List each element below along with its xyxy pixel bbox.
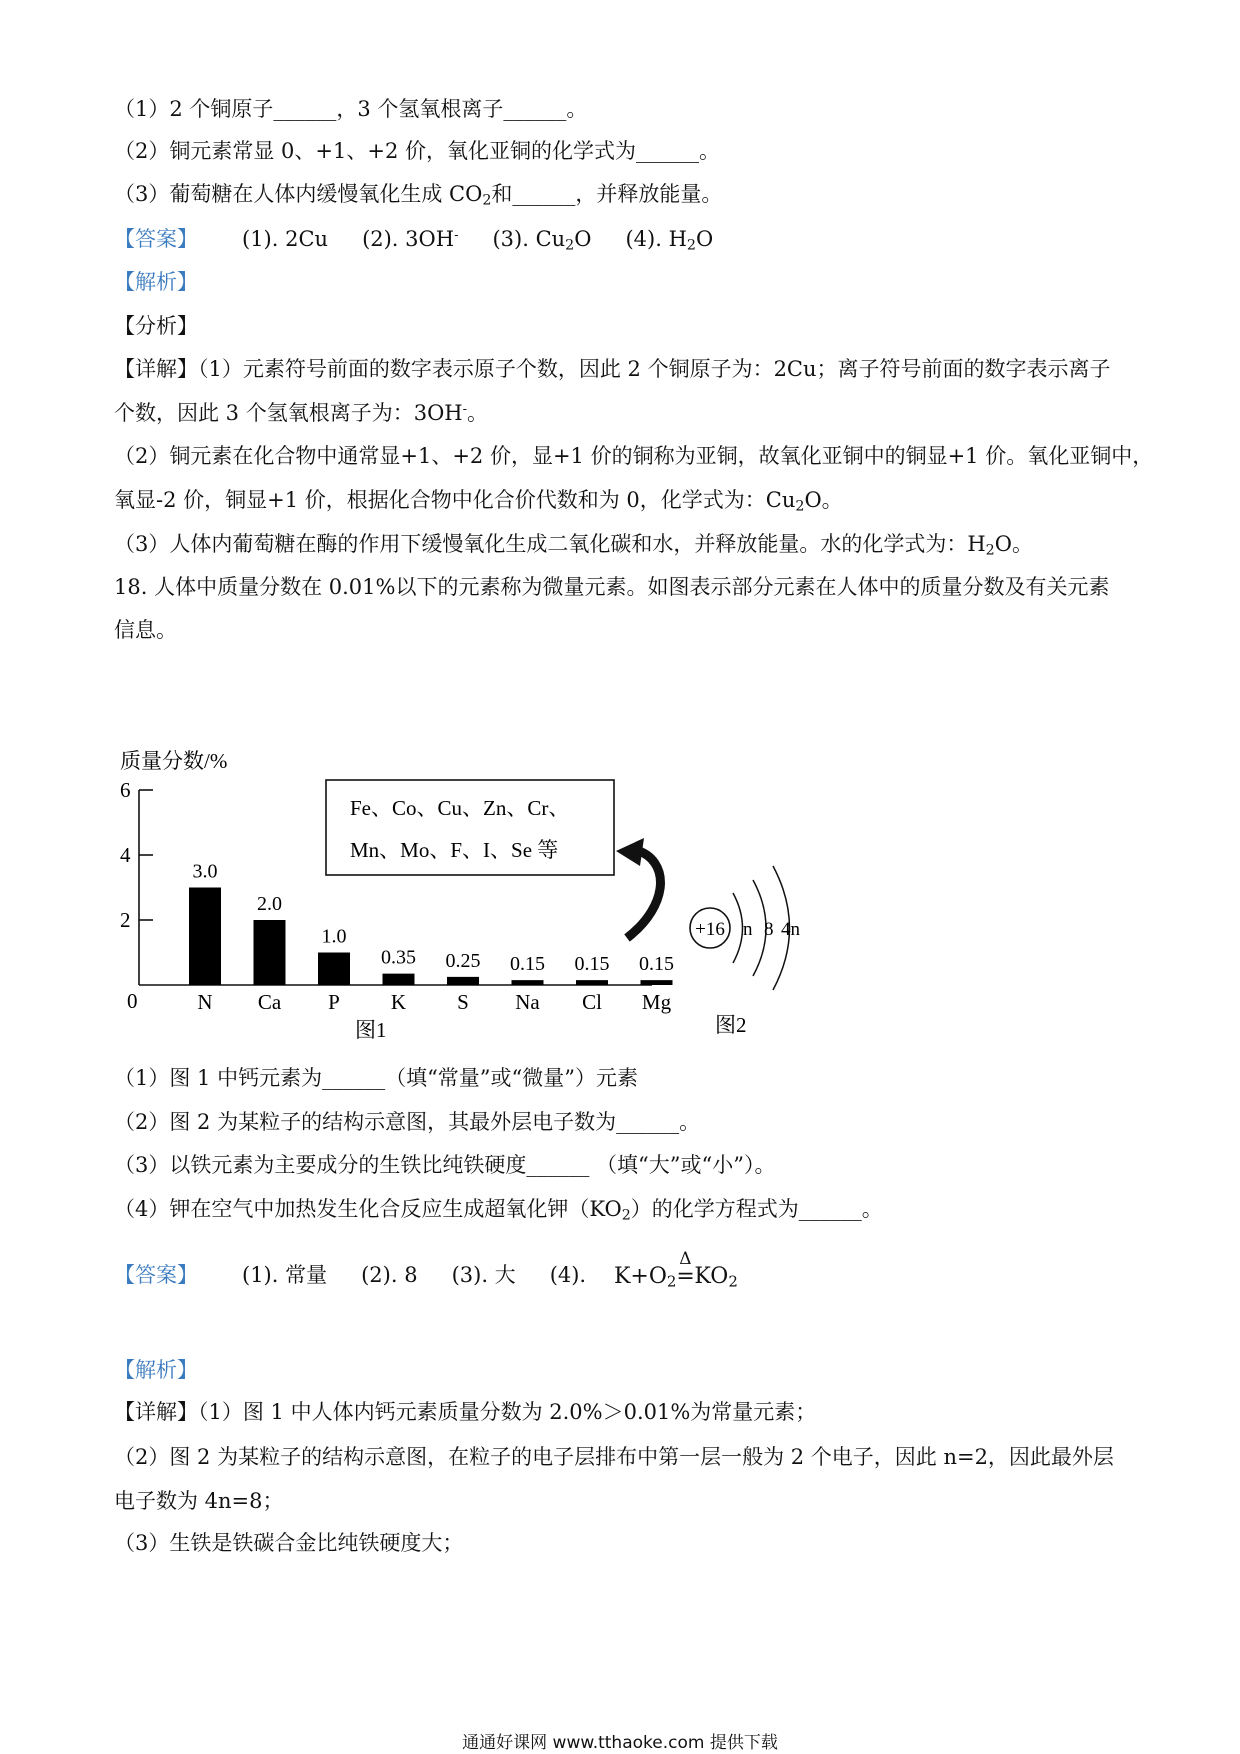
q17-part3-a: （3）葡萄糖在人体内缓慢氧化生成 CO [114,182,483,206]
answer-17-4: (4). $H_2O$ [625,227,714,254]
detail-17-2b: 氧显-2 价，铜显+1 价，根据化合物中化合价代数和为 0，化学式为：$Cu_2O$。 [114,488,843,515]
data-label: 0.25 [445,949,481,972]
bar-Ca [254,920,286,985]
shell3-electrons: 4n [781,919,800,940]
y-tick-label: 0 [127,989,138,1013]
bar-K [383,974,415,985]
nucleus-charge: +16 [695,919,725,940]
answer-tag-18: 【答案】 [114,1263,198,1287]
q17-part2: （2）铜元素常显 0、+1、+2 价，氧化亚铜的化学式为______。 [114,139,720,163]
x-tick-label: S [457,990,469,1014]
bar-Cl [576,980,608,985]
x-tick-label: K [390,990,407,1014]
data-label: 0.15 [574,953,610,976]
shell-arc-1 [733,893,743,963]
data-label: 0.35 [381,946,416,969]
answer-tag: 【答案】 [114,227,198,251]
answer-17-3: (3). $Cu_2O$ [492,227,592,254]
x-tick-label: Ca [257,990,282,1014]
atom-structure-diagram [690,866,801,1037]
bar-P [318,953,350,986]
answer-18-2: (2). 8 [361,1263,418,1287]
answer-18-1: (1). 常量 [242,1263,328,1287]
answer-17-2: (2). 3OH- [362,227,459,251]
detail-17-3: （3）人体内葡萄糖在酶的作用下缓慢氧化生成二氧化碳和水，并释放能量。水的化学式为：$H_2O$。 [114,532,1033,559]
bar-Mg [641,980,673,985]
x-tick-label: N [197,990,213,1014]
x-tick-label: P [328,990,340,1014]
trace-box-line1: Fe、Co、Cu、Zn、Cr、 [350,796,570,820]
bar-N [189,888,221,986]
detail-18-2b: 电子数为 4n=8； [114,1489,284,1513]
curved-arrow-icon [627,850,660,938]
answer-18 [114,1260,586,1290]
bar-Na [512,980,544,985]
detail-18-3: （3）生铁是铁碳合金比纯铁硬度大； [114,1531,464,1555]
detail-17-1b: 个数，因此 3 个氢氧根离子为：3OH-。 [114,401,489,425]
detail-17-1a: 【详解】（1）元素符号前面的数字表示原子个数，因此 2 个铜原子为：2Cu；离子符号前面的数字表示离子 [114,357,1111,381]
detail-18-1: 【详解】（1）图 1 中人体内钙元素质量分数为 2.0%＞0.01%为常量元素； [114,1400,817,1424]
trace-box-line2: Mn、Mo、F、I、Se 等 [350,838,559,862]
shell1-electrons: n [743,919,753,940]
detail-tag: 【详解】 [114,357,198,381]
figure1-caption: 图1 [355,1018,387,1042]
q17-part1: （1）2 个铜原子______，3 个氢氧根离子______。 [114,97,588,121]
q18-stem-b: 信息。 [114,618,177,642]
q18-part2: （2）图 2 为某粒子的结构示意图，其最外层电子数为______。 [114,1110,701,1134]
sub-2: 2 [482,192,492,209]
arrow-head-icon [616,838,644,866]
y-tick-label: 6 [120,778,131,802]
bar-S [447,977,479,985]
fenxi-tag: 【分析】 [114,314,198,338]
footer-source: 通通好课网 www.tthaoke.com 提供下载 [462,1733,778,1753]
data-label: 2.0 [257,893,282,915]
answer-17-1: (1). 2Cu [242,227,329,251]
q18-part4: （4）钾在空气中加热发生化合反应生成超氧化钾$(KO_2)$的化学方程式为______。 [114,1197,883,1224]
detail-17-2a: （2）铜元素在化合物中通常显+1、+2 价，显+1 价的铜称为亚铜，故氧化亚铜中的铜显+1 价。氧化亚铜中， [114,444,1154,468]
data-label: 0.15 [639,953,674,976]
analysis-tag: 【解析】 [114,270,198,294]
analysis-tag-18: 【解析】 [114,1358,198,1382]
q18-stem-a: 18. 人体中质量分数在 0.01%以下的元素称为微量元素。如图表示部分元素在人体中的质量分数及有关元素 [114,575,1110,599]
x-tick-label: Na [515,990,540,1014]
data-label: 0.15 [510,953,545,976]
answer-18-3: (3). 大 [451,1263,516,1287]
data-label: 1.0 [321,925,347,948]
q18-part3: （3）以铁元素为主要成分的生铁比纯铁硬度______ （填“大”或“小”）。 [114,1153,776,1177]
q17-part3-b: 和______，并释放能量。 [491,182,723,206]
figure2-caption: 图2 [715,1013,747,1037]
x-tick-label: Mg [641,990,672,1014]
data-label: 3.0 [192,860,218,883]
detail-18-2a: （2）图 2 为某粒子的结构示意图，在粒子的电子层排布中第一层一般为 2 个电子，因此 n=2，因此最外层 [114,1445,1114,1469]
chemical-equation: $K+O_2$ Δ $=KO_2$ [614,1262,738,1292]
y-axis-title: 质量分数/% [120,749,228,773]
x-tick-label: Cl [582,990,602,1014]
q18-part1: （1）图 1 中钙元素为______（填“常量”或“微量”）元素 [114,1066,639,1090]
equals-with-delta: Δ = [676,1262,694,1292]
y-tick-label: 2 [120,908,131,932]
y-tick-label: 4 [120,843,131,867]
answer-18-4-label: (4). [549,1263,587,1287]
delta-symbol: Δ [679,1249,692,1269]
shell2-electrons: 8 [764,919,774,940]
